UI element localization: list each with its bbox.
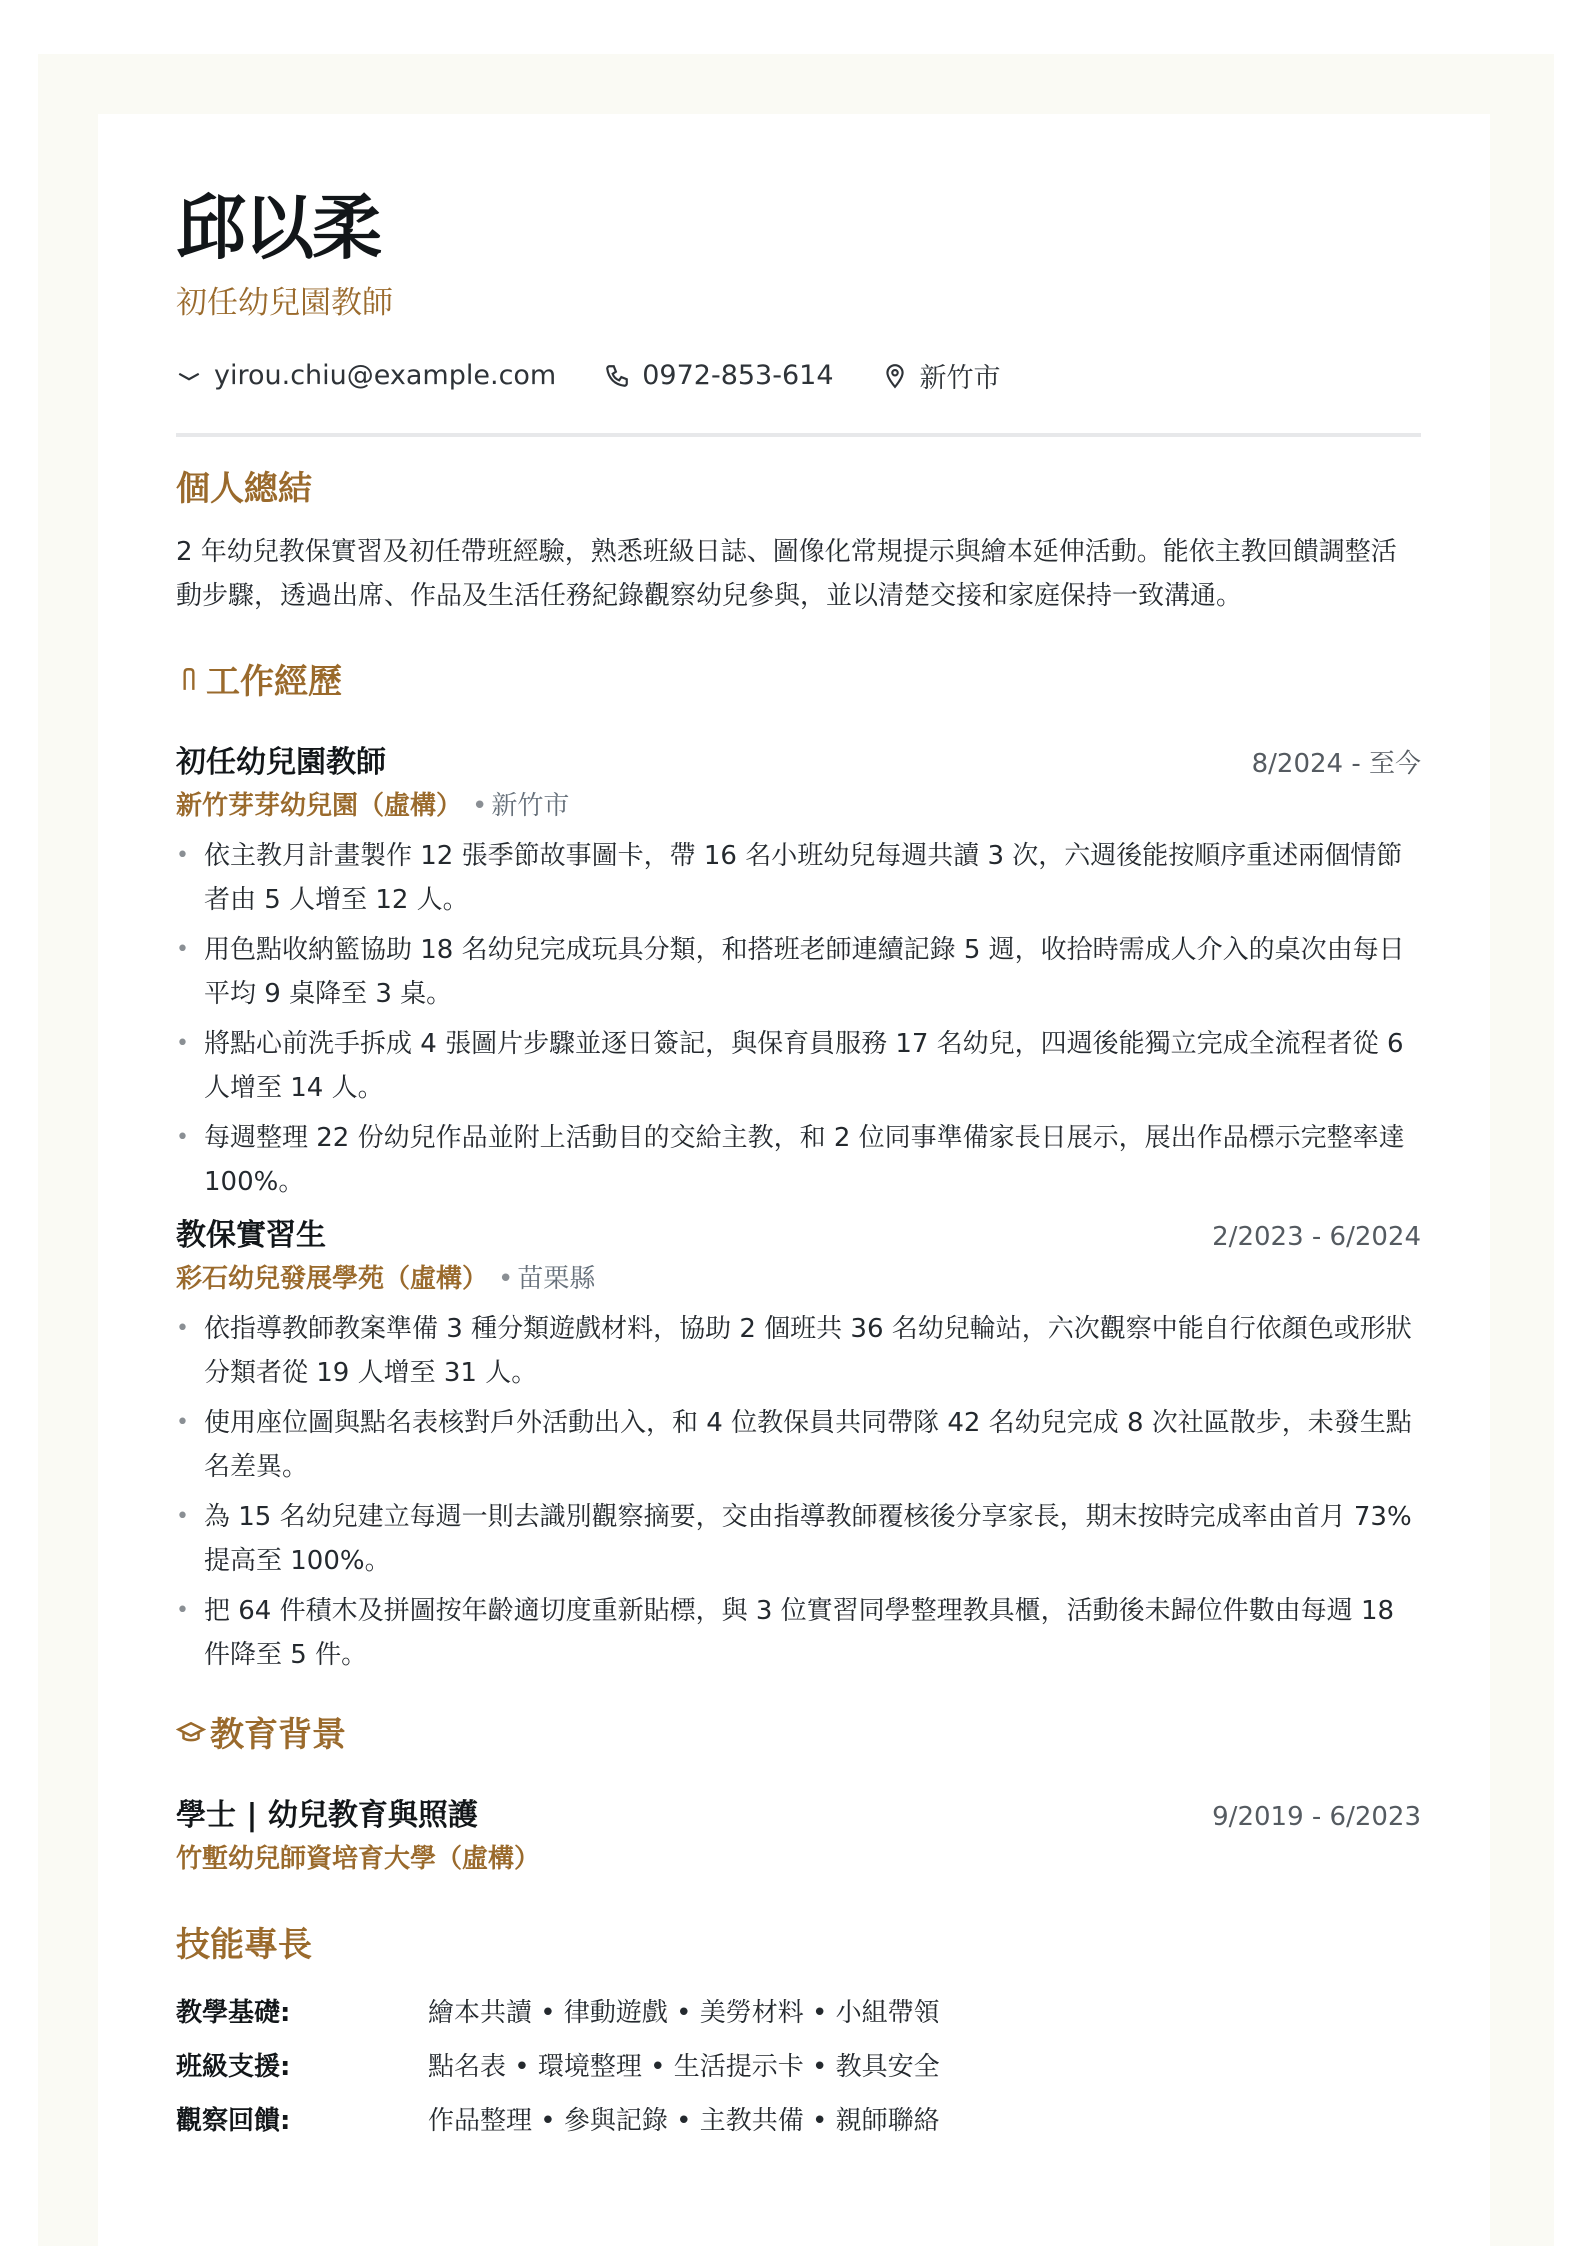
separator-dot: • [498,1264,514,1294]
header-divider [176,433,1421,437]
bullet-item: • 將點心前洗手拆成 4 張圖片步驟並逐日簽記，與保育員服務 17 名幼兒，四週後能獨立完成全流程者從 6 人增至 14 人。 [176,1022,1421,1110]
skills-items: 點名表 • 環境整理 • 生活提示卡 • 教具安全 [428,2052,940,2082]
job-date: 2/2023 - 6/2024 [1212,1222,1421,1252]
location-icon [882,363,908,389]
bullet-item: • 把 64 件積木及拼圖按年齡適切度重新貼標，與 3 位實習同學整理教具櫃，活動後未歸位件數由每週 18 件降至 5 件。 [176,1589,1421,1677]
job-location: 新竹市 [491,791,570,821]
resume-content [176,170,1421,2148]
job-title: 教保實習生 [176,1218,326,1253]
summary-section [176,461,1421,618]
bullet-item: • 每週整理 22 份幼兒作品並附上活動目的交給主教，和 2 位同事準備家長日展示，展出作品標示完整率達 100%。 [176,1116,1421,1204]
candidate-title: 初任幼兒園教師 [176,285,393,321]
experience-heading-text: 工作經歷 [206,662,342,702]
summary-heading-text: 個人總結 [176,469,312,509]
job-organization: 彩石幼兒發展學苑（虛構） [176,1264,489,1294]
experience-heading [176,654,1421,703]
school-name: 竹塹幼兒師資培育大學（虛構） [176,1844,541,1874]
education-section [176,1707,1421,1875]
skills-list [176,1986,1421,2148]
skills-label: 觀察回饋: [176,2106,291,2136]
contact-bar [176,356,1421,395]
education-date: 9/2019 - 6/2023 [1212,1802,1421,1832]
contact-email[interactable] [176,356,556,395]
skills-heading [176,1917,1421,1966]
job-entry-1 [176,737,1421,1204]
job-location: 苗栗縣 [517,1264,596,1294]
skills-row [176,1986,1421,2040]
separator-dot: • [472,791,488,821]
job-date: 8/2024 - 至今 [1251,749,1421,779]
skills-row [176,2040,1421,2094]
job-bullets [176,834,1421,1204]
bullet-item: • 依指導教師教案準備 3 種分類遊戲材料，協助 2 個班共 36 名幼兒輪站，六次觀察中能自行依顏色或形狀分類者從 19 人增至 31 人。 [176,1307,1421,1395]
location-text: 新竹市 [919,363,1001,394]
email-icon [176,363,202,389]
briefcase-icon [176,664,202,694]
education-heading [176,1707,1421,1756]
bullet-item: • 依主教月計畫製作 12 張季節故事圖卡，帶 16 名小班幼兒每週共讀 3 次，六週後能按順序重述兩個情節者由 5 人增至 12 人。 [176,834,1421,922]
skills-items: 作品整理 • 參與記錄 • 主教共備 • 親師聯絡 [428,2106,940,2136]
education-entry [176,1790,1421,1875]
email-text[interactable]: yirou.chiu@example.com [214,360,557,391]
summary-heading [176,461,1421,510]
phone-text[interactable]: 0972-853-614 [642,360,834,391]
skills-label: 教學基礎: [176,1998,291,2028]
experience-section [176,654,1421,1677]
job-bullets [176,1307,1421,1677]
contact-phone[interactable] [604,356,833,395]
graduation-cap-icon [176,1717,206,1747]
job-organization: 新竹芽芽幼兒園（虛構） [176,791,463,821]
degree: 學士 | 幼兒教育與照護 [176,1798,478,1833]
skills-items: 繪本共讀 • 律動遊戲 • 美勞材料 • 小組帶領 [428,1998,940,2028]
skills-label: 班級支援: [176,2052,291,2082]
skills-section [176,1917,1421,2148]
bullet-item: • 使用座位圖與點名表核對戶外活動出入，和 4 位教保員共同帶隊 42 名幼兒完成 8 次社區散步，未發生點名差異。 [176,1401,1421,1489]
resume-header [176,187,1421,437]
phone-icon [604,363,630,389]
job-title: 初任幼兒園教師 [176,745,386,780]
bullet-item: • 為 15 名幼兒建立每週一則去識別觀察摘要，交由指導教師覆核後分享家長，期末按時完成率由首月 73% 提高至 100%。 [176,1495,1421,1583]
summary-text: 2 年幼兒教保實習及初任帶班經驗，熟悉班級日誌、圖像化常規提示與繪本延伸活動。能依主教回饋調整活動步驟，透過出席、作品及生活任務紀錄觀察幼兒參與，並以清楚交接和家庭保持一致溝通。 [176,537,1397,611]
candidate-name: 邱以柔 [176,187,380,269]
contact-location [882,356,1001,395]
job-entry-2 [176,1210,1421,1677]
skills-heading-text: 技能專長 [176,1925,312,1965]
education-heading-text: 教育背景 [210,1715,346,1755]
skills-row [176,2094,1421,2148]
bullet-item: • 用色點收納籃協助 18 名幼兒完成玩具分類，和搭班老師連續記錄 5 週，收拾時需成人介入的桌次由每日平均 9 桌降至 3 桌。 [176,928,1421,1016]
